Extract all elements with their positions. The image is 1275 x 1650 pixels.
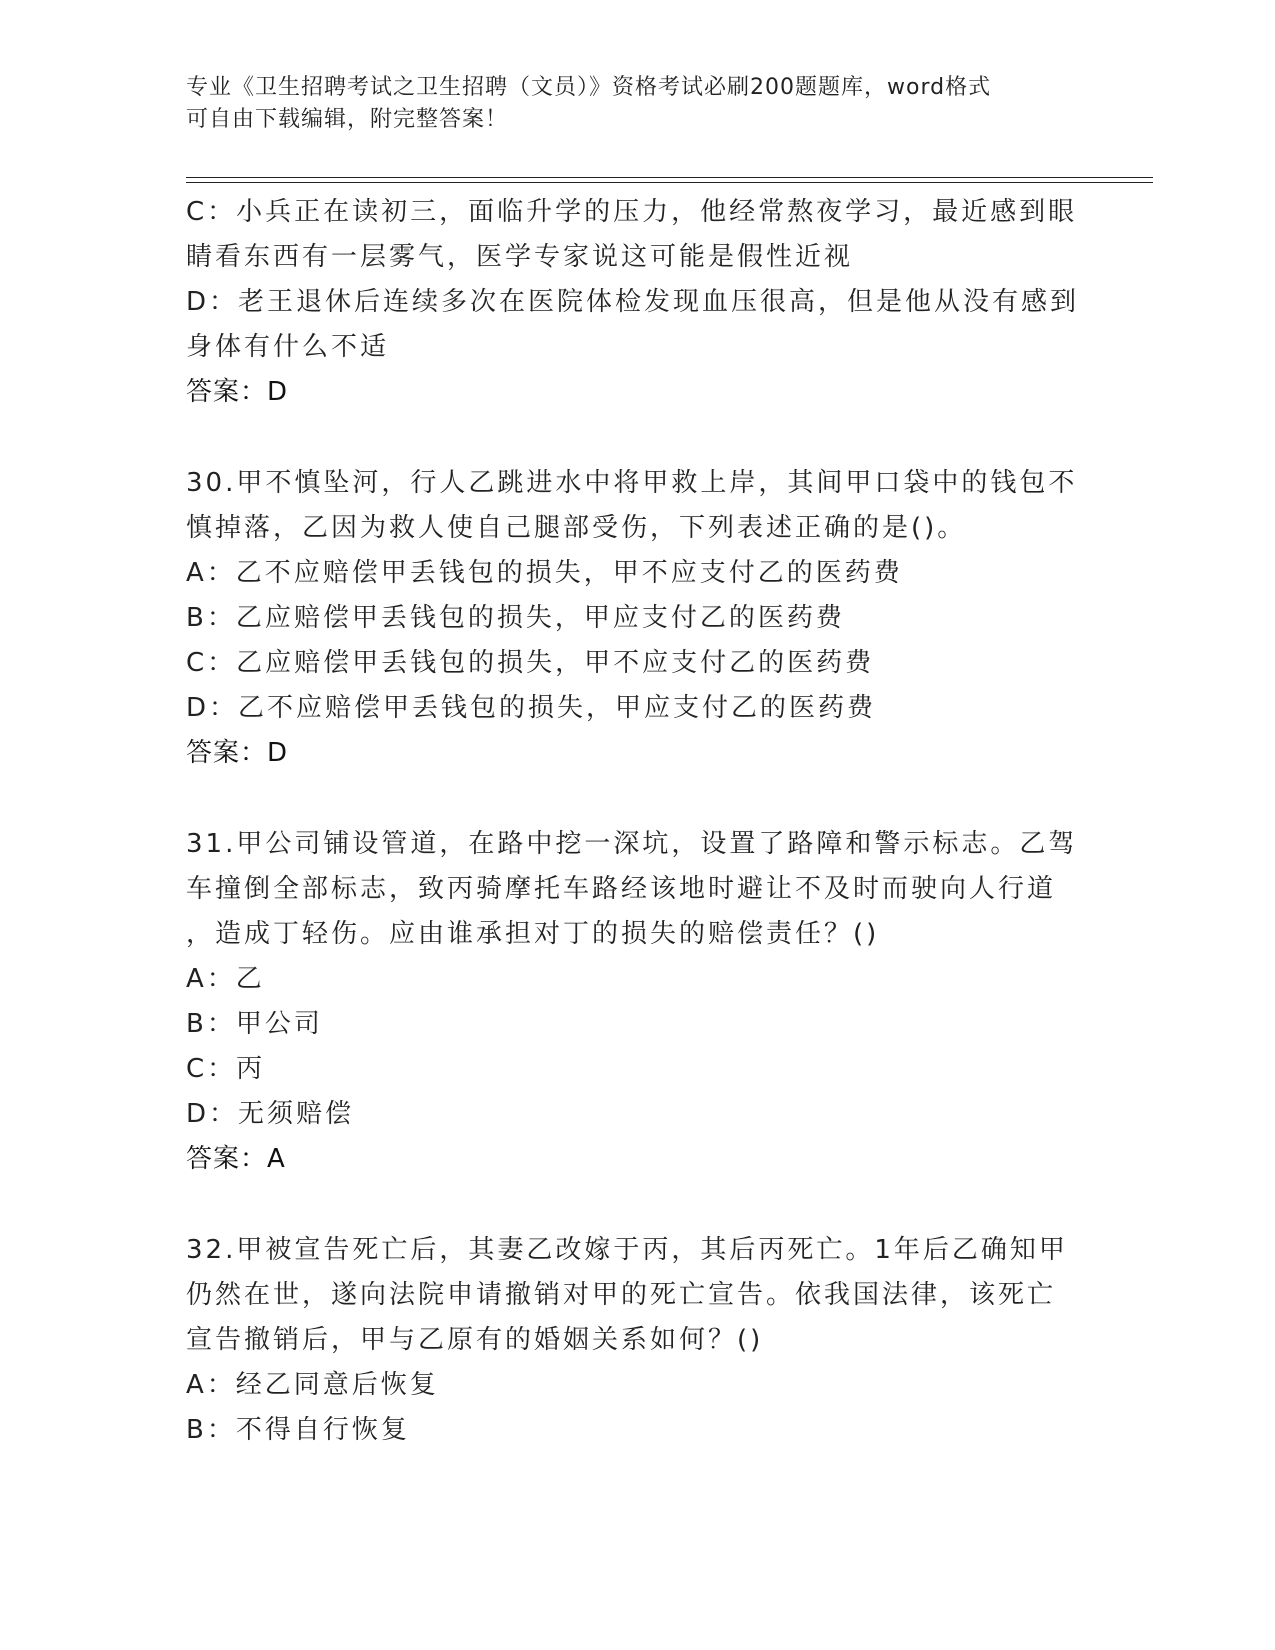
option-d: D：无须赔偿: [186, 1099, 355, 1129]
answer-text: 答案：A: [186, 1144, 286, 1174]
question-stem-continued: ，造成丁轻伤。应由谁承担对丁的损失的赔偿责任？(): [186, 919, 880, 949]
option-b: B：不得自行恢复: [186, 1415, 410, 1445]
option-a: A：乙: [186, 964, 265, 994]
spacer: [186, 776, 1086, 822]
document-header: [186, 72, 1086, 136]
option-c: C：乙应赔偿甲丢钱包的损失，甲不应支付乙的医药费: [186, 648, 875, 678]
header-line-1: 专业《卫生招聘考试之卫生招聘（文员）》资格考试必刷200题题库，word格式: [186, 75, 992, 100]
option-a: A：乙不应赔偿甲丢钱包的损失，甲不应支付乙的医药费: [186, 558, 903, 588]
question-block-32: [186, 1228, 1086, 1453]
option-c: C：小兵正在读初三，面临升学的压力，他经常熬夜学习，最近感到眼: [186, 197, 1078, 227]
option-c: C：丙: [186, 1054, 266, 1084]
answer-text: 答案：D: [186, 738, 289, 768]
question-block-30: [186, 461, 1086, 776]
option-d: D：老王退休后连续多次在医院体检发现血压很高，但是他从没有感到: [186, 287, 1080, 317]
question-stem-continued: 仍然在世，遂向法院申请撤销对甲的死亡宣告。依我国法律，该死亡: [186, 1280, 1057, 1310]
header-line-2: 可自由下载编辑，附完整答案！: [186, 107, 509, 132]
question-stem-continued: 宣告撤销后，甲与乙原有的婚姻关系如何？(): [186, 1325, 764, 1355]
question-block-31: [186, 822, 1086, 1182]
question-stem: 31.甲公司铺设管道，在路中挖一深坑，设置了路障和警示标志。乙驾: [186, 829, 1078, 859]
document-body: [186, 190, 1086, 1453]
question-stem: 32.甲被宣告死亡后，其妻乙改嫁于丙，其后丙死亡。1年后乙确知甲: [186, 1235, 1068, 1265]
option-d-continued: 身体有什么不适: [186, 332, 390, 362]
option-d: D：乙不应赔偿甲丢钱包的损失，甲应支付乙的医药费: [186, 693, 877, 723]
question-block-29-tail: [186, 190, 1086, 415]
question-stem: 30.甲不慎坠河，行人乙跳进水中将甲救上岸，其间甲口袋中的钱包不: [186, 468, 1078, 498]
question-stem-continued: 车撞倒全部标志，致丙骑摩托车路经该地时避让不及时而驶向人行道: [186, 874, 1057, 904]
option-a: A：经乙同意后恢复: [186, 1370, 439, 1400]
option-b: B：乙应赔偿甲丢钱包的损失，甲应支付乙的医药费: [186, 603, 845, 633]
header-rule-bottom: [186, 182, 1153, 183]
question-stem-continued: 慎掉落，乙因为救人使自己腿部受伤，下列表述正确的是()。: [186, 513, 967, 543]
option-b: B：甲公司: [186, 1009, 323, 1039]
spacer: [186, 415, 1086, 461]
option-c-continued: 睛看东西有一层雾气，医学专家说这可能是假性近视: [186, 242, 854, 272]
header-rule-top: [186, 177, 1153, 178]
answer-text: 答案：D: [186, 377, 289, 407]
spacer: [186, 1182, 1086, 1228]
